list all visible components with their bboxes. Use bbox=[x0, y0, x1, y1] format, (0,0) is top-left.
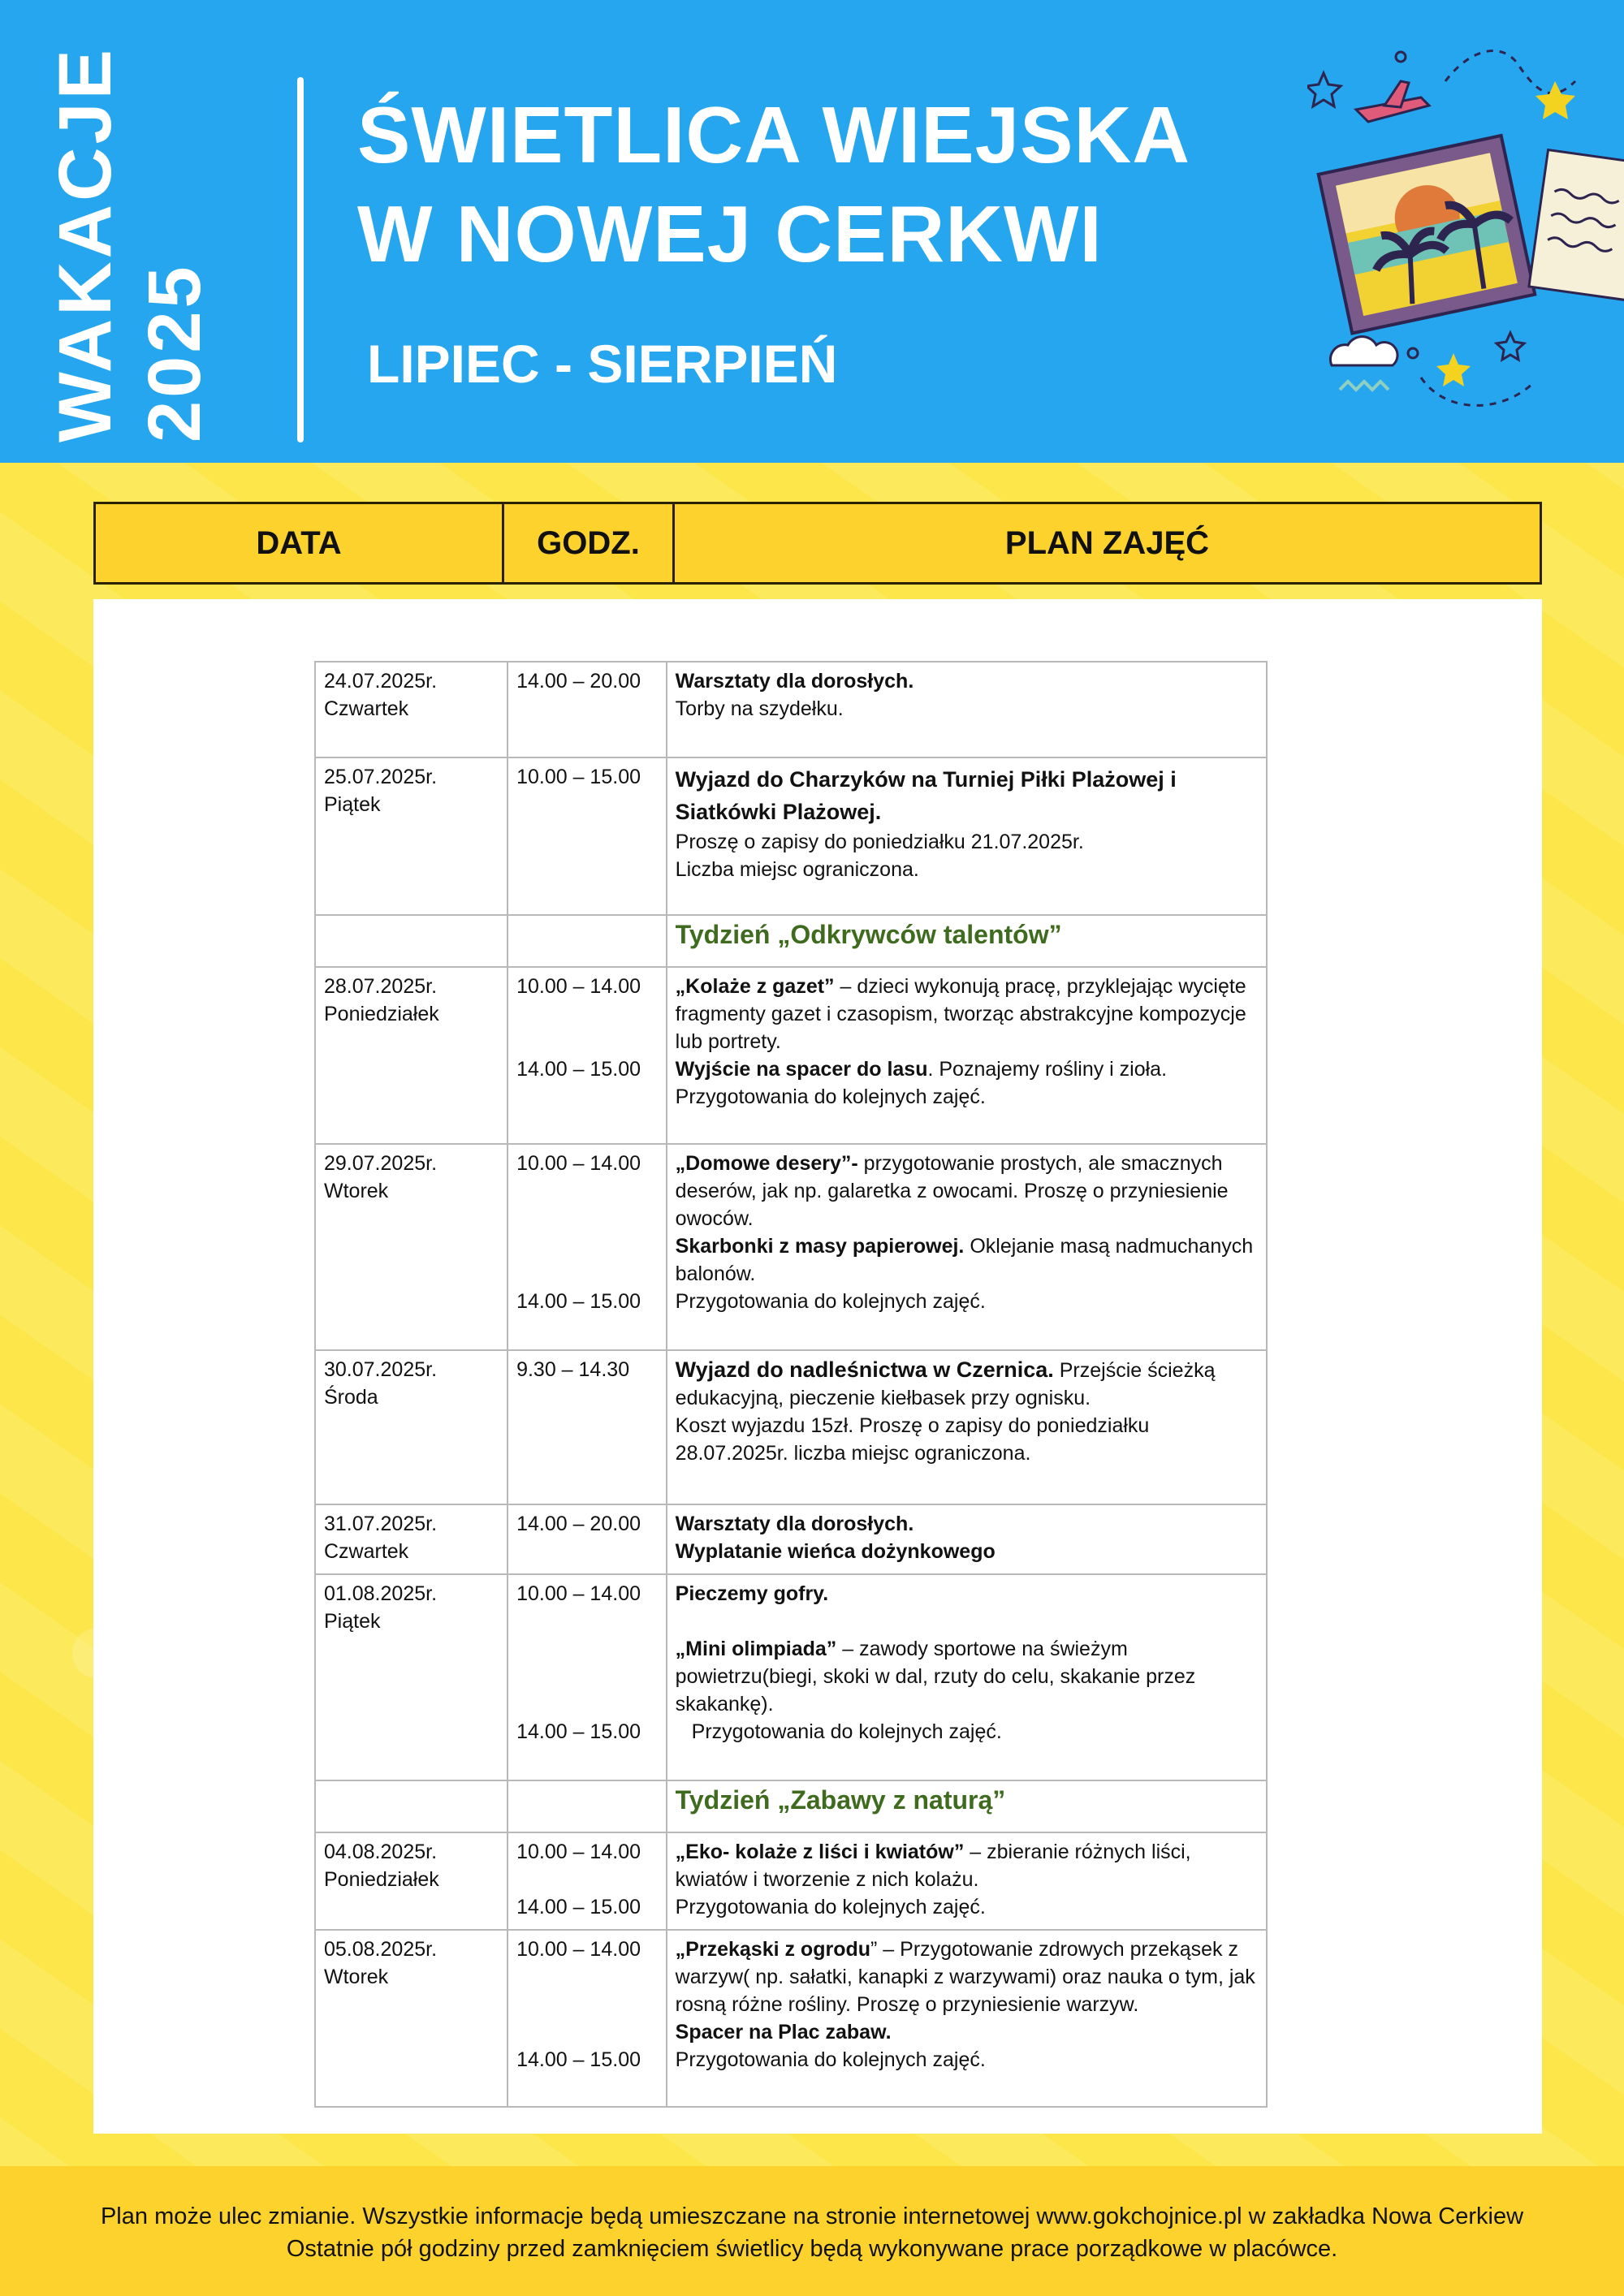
date-cell: 25.07.2025r. Piątek bbox=[315, 757, 508, 915]
date-cell: 30.07.2025r. Środa bbox=[315, 1350, 508, 1504]
title-line-1: ŚWIETLICA WIEJSKA bbox=[357, 90, 1191, 179]
header-divider bbox=[297, 77, 304, 442]
letter-icon bbox=[1529, 150, 1624, 304]
date-cell: 29.07.2025r. Wtorek bbox=[315, 1144, 508, 1350]
header-banner bbox=[0, 0, 1624, 463]
side-title bbox=[41, 20, 219, 442]
date-cell: 01.08.2025r. Piątek bbox=[315, 1574, 508, 1780]
postcard-icon bbox=[1319, 136, 1535, 333]
side-year: 2025 bbox=[133, 263, 216, 442]
week-title: Tydzień „Zabawy z naturą” bbox=[667, 1780, 1267, 1832]
time-cell: 10.00 – 14.00 14.00 – 15.00 bbox=[508, 967, 667, 1144]
time-cell: 14.00 – 20.00 bbox=[508, 1504, 667, 1574]
page-title bbox=[357, 85, 1190, 283]
plan-cell: Warsztaty dla dorosłych. Wyplatanie wieńca dożynkowego bbox=[667, 1504, 1267, 1574]
date-cell: 24.07.2025r. Czwartek bbox=[315, 662, 508, 757]
time-cell: 10.00 – 15.00 bbox=[508, 757, 667, 915]
time-cell: 14.00 – 20.00 bbox=[508, 662, 667, 757]
week-header-row bbox=[315, 1780, 1267, 1832]
table-row bbox=[315, 662, 1267, 757]
table-row bbox=[315, 1832, 1267, 1930]
plan-cell: Warsztaty dla dorosłych. Torby na szydełku. bbox=[667, 662, 1267, 757]
time-cell: 10.00 – 14.00 14.00 – 15.00 bbox=[508, 1930, 667, 2107]
table-row bbox=[315, 1930, 1267, 2107]
table-row bbox=[315, 1350, 1267, 1504]
plan-cell: Wyjazd do Charzyków na Turniej Piłki Plażowej i Siatkówki Plażowej. Proszę o zapisy do poniedziałku 21.07.2025r. Liczba miejsc ograniczona. bbox=[667, 757, 1267, 915]
table-row bbox=[315, 1504, 1267, 1574]
schedule-table bbox=[314, 661, 1268, 2108]
time-cell: 10.00 – 14.00 14.00 – 15.00 bbox=[508, 1144, 667, 1350]
plan-cell: Wyjazd do nadleśnictwa w Czernica. Przejście ścieżką edukacyjną, pieczenie kiełbasek przy ognisku. Koszt wyjazdu 15zł. Proszę o zapisy do poniedziałku 28.07.2025r. liczba miejsc ograniczona. bbox=[667, 1350, 1267, 1504]
plan-cell: „Domowe desery”- przygotowanie prostych, ale smacznych deserów, jak np. galaretka z owocami. Proszę o przyniesienie owoców. Skarbonki z masy papierowej. Oklejanie masą nadmuchanych balonów. Przygotowania do kolejnych zajęć. bbox=[667, 1144, 1267, 1350]
date-cell: 05.08.2025r. Wtorek bbox=[315, 1930, 508, 2107]
schedule-document bbox=[93, 599, 1542, 2134]
travel-illustration bbox=[1307, 32, 1624, 414]
date-cell: 04.08.2025r. Poniedziałek bbox=[315, 1832, 508, 1930]
time-cell: 9.30 – 14.30 bbox=[508, 1350, 667, 1504]
plan-cell: Pieczemy gofry. „Mini olimpiada” – zawody sportowe na świeżym powietrzu(biegi, skoki w dal, rzuty do celu, skakanie przez skakankę). Przygotowania do kolejnych zajęć. bbox=[667, 1574, 1267, 1780]
column-header-plan: PLAN ZAJĘĆ bbox=[1004, 524, 1210, 561]
cloud-icon bbox=[1330, 337, 1397, 365]
week-title: Tydzień „Odkrywców talentów” bbox=[667, 915, 1267, 967]
plan-cell: „Przekąski z ogrodu” – Przygotowanie zdrowych przekąsek z warzyw( np. sałatki, kanapki z warzywami) oraz nauka o tym, jak rosną różne rośliny. Proszę o przyniesienie warzyw. Spacer na Plac zabaw. Przygotowania do kolejnych zajęć. bbox=[667, 1930, 1267, 2107]
circle-decoration bbox=[1396, 52, 1406, 62]
table-row bbox=[315, 967, 1267, 1144]
side-word: WAKACJE bbox=[44, 45, 127, 442]
page-subtitle: LIPIEC - SIERPIEŃ bbox=[367, 334, 838, 394]
title-line-2: W NOWEJ CERKWI bbox=[357, 189, 1103, 278]
week-header-row bbox=[315, 915, 1267, 967]
table-row bbox=[315, 1144, 1267, 1350]
table-column-header bbox=[93, 502, 1542, 585]
footer-line-1: Plan może ulec zmianie. Wszystkie informacje będą umieszczane na stronie internetowej www.gokchojnice.pl w zakładka Nowa Cerkiew bbox=[100, 2203, 1524, 2229]
time-cell: 10.00 – 14.00 14.00 – 15.00 bbox=[508, 1574, 667, 1780]
column-header-time: GODZ. bbox=[504, 504, 675, 582]
star-outline-icon bbox=[1307, 73, 1341, 106]
table-row bbox=[315, 1574, 1267, 1780]
footer-note bbox=[0, 2166, 1624, 2296]
time-cell: 10.00 – 14.00 14.00 – 15.00 bbox=[508, 1832, 667, 1930]
table-row bbox=[315, 757, 1267, 915]
star-icon bbox=[1535, 81, 1575, 119]
plan-cell: „Eko- kolaże z liści i kwiatów” – zbieranie różnych liści, kwiatów i tworzenie z nich kolażu. Przygotowania do kolejnych zajęć. bbox=[667, 1832, 1267, 1930]
date-cell: 28.07.2025r. Poniedziałek bbox=[315, 967, 508, 1144]
plan-cell: „Kolaże z gazet” – dzieci wykonują pracę, przyklejając wycięte fragmenty gazet i czasopism, tworząc abstrakcyjne kompozycje lub portrety. Wyjście na spacer do lasu. Poznajemy rośliny i zioła. Przygotowania do kolejnych zajęć. bbox=[667, 967, 1267, 1144]
footer-line-2: Ostatnie pół godziny przed zamknięciem świetlicy będą wykonywane prace porządkowe w placówce. bbox=[286, 2236, 1338, 2262]
column-header-date: DATA bbox=[96, 504, 504, 582]
airplane-icon bbox=[1356, 81, 1429, 122]
date-cell: 31.07.2025r. Czwartek bbox=[315, 1504, 508, 1574]
